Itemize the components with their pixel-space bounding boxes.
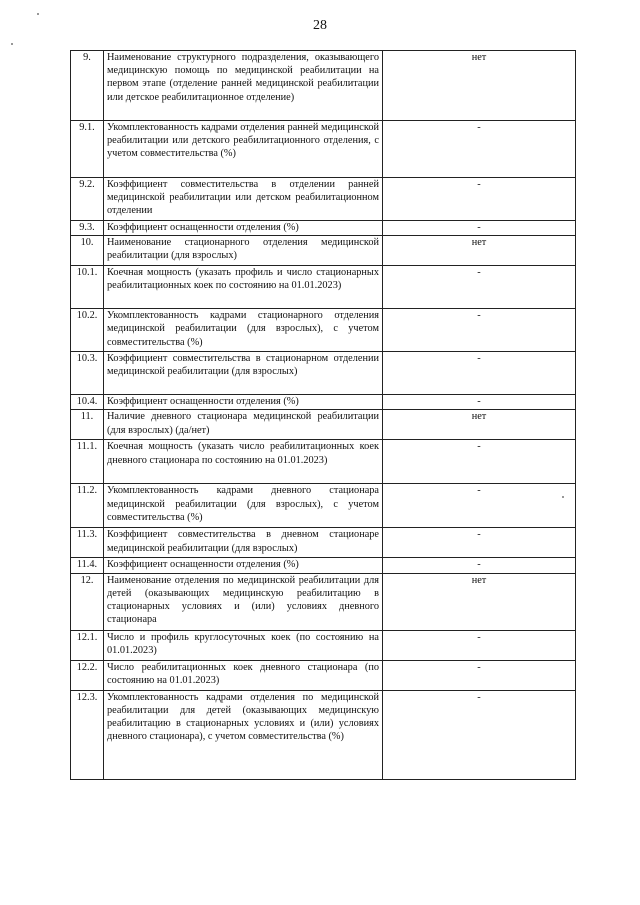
row-number: 11.3. <box>71 528 104 558</box>
row-value: нет <box>383 51 576 121</box>
table-row <box>71 660 576 690</box>
row-number: 10.4. <box>71 395 104 410</box>
row-value: - <box>383 121 576 178</box>
table-row <box>71 528 576 558</box>
row-description: Укомплектованность кадрами отделения ранней медицинской реабилитации или детского реабилитационного отделения, с учетом совместительства (%) <box>104 121 383 178</box>
table-row <box>71 178 576 221</box>
row-description: Число и профиль круглосуточных коек (по состоянию на 01.01.2023) <box>104 630 383 660</box>
row-description: Укомплектованность кадрами отделения по медицинской реабилитации для детей (оказывающих медицинскую реабилитацию в стационарных условиях и (или) условиях дневного стационара), с учетом совместительства (%) <box>104 690 383 779</box>
table-row <box>71 484 576 528</box>
row-description: Коечная мощность (указать число реабилитационных коек дневного стационара по состоянию на 01.01.2023) <box>104 440 383 484</box>
row-number: 10.1. <box>71 266 104 309</box>
row-description: Коэффициент совместительства в отделении ранней медицинской реабилитации или детском реабилитационном отделении <box>104 178 383 221</box>
row-value: - <box>383 630 576 660</box>
row-description: Коэффициент оснащенности отделения (%) <box>104 395 383 410</box>
row-description: Наличие дневного стационара медицинской реабилитации (для взрослых) (да/нет) <box>104 410 383 440</box>
row-value: - <box>383 440 576 484</box>
row-description: Наименование стационарного отделения медицинской реабилитации (для взрослых) <box>104 236 383 266</box>
table-row <box>71 573 576 630</box>
row-number: 12.2. <box>71 660 104 690</box>
row-value: - <box>383 309 576 352</box>
row-description: Наименование структурного подразделения, оказывающего медицинскую помощь по медицинской реабилитации на первом этапе (отделение ранней медицинской реабилитации или детское реабилитационное отделение) <box>104 51 383 121</box>
row-description: Укомплектованность кадрами дневного стационара медицинской реабилитации (для взрослых), с учетом совместительства (%) <box>104 484 383 528</box>
row-number: 9. <box>71 51 104 121</box>
row-description: Коэффициент оснащенности отделения (%) <box>104 221 383 236</box>
indicators-table <box>70 50 576 780</box>
row-number: 12. <box>71 573 104 630</box>
row-number: 12.1. <box>71 630 104 660</box>
row-value: - <box>383 690 576 779</box>
row-description: Наименование отделения по медицинской реабилитации для детей (оказывающих медицинскую реабилитацию в стационарных условиях и (или) условиях дневного стационара <box>104 573 383 630</box>
row-number: 9.2. <box>71 178 104 221</box>
row-value: - <box>383 178 576 221</box>
table-row <box>71 395 576 410</box>
table-row <box>71 690 576 779</box>
row-number: 10.2. <box>71 309 104 352</box>
row-description: Коэффициент совместительства в дневном стационаре медицинской реабилитации (для взрослых) <box>104 528 383 558</box>
row-value: нет <box>383 573 576 630</box>
row-value: нет <box>383 410 576 440</box>
row-value: - <box>383 352 576 395</box>
table-row <box>71 630 576 660</box>
indicators-table-body <box>71 51 576 780</box>
row-value: - <box>383 484 576 528</box>
row-number: 11.4. <box>71 558 104 573</box>
row-value: - <box>383 558 576 573</box>
row-value: - <box>383 660 576 690</box>
table-row <box>71 51 576 121</box>
table-row <box>71 266 576 309</box>
table-row <box>71 121 576 178</box>
table-row <box>71 221 576 236</box>
row-number: 11. <box>71 410 104 440</box>
row-value: - <box>383 528 576 558</box>
table-row <box>71 236 576 266</box>
table-row <box>71 309 576 352</box>
row-number: 11.1. <box>71 440 104 484</box>
table-row <box>71 410 576 440</box>
page-number: 28 <box>313 18 327 33</box>
row-description: Число реабилитационных коек дневного стационара (по состоянию на 01.01.2023) <box>104 660 383 690</box>
row-number: 10.3. <box>71 352 104 395</box>
row-number: 9.3. <box>71 221 104 236</box>
row-number: 10. <box>71 236 104 266</box>
table-row <box>71 352 576 395</box>
row-value: - <box>383 395 576 410</box>
row-value: нет <box>383 236 576 266</box>
row-value: - <box>383 221 576 236</box>
row-description: Укомплектованность кадрами стационарного отделения медицинской реабилитации (для взрослых), с учетом совместительства (%) <box>104 309 383 352</box>
row-number: 9.1. <box>71 121 104 178</box>
row-description: Коэффициент совместительства в стационарном отделении медицинской реабилитации (для взрослых) <box>104 352 383 395</box>
table-row <box>71 440 576 484</box>
row-value: - <box>383 266 576 309</box>
row-description: Коэффициент оснащенности отделения (%) <box>104 558 383 573</box>
row-description: Коечная мощность (указать профиль и число стационарных реабилитационных коек по состоянию на 01.01.2023) <box>104 266 383 309</box>
row-number: 12.3. <box>71 690 104 779</box>
row-number: 11.2. <box>71 484 104 528</box>
table-row <box>71 558 576 573</box>
